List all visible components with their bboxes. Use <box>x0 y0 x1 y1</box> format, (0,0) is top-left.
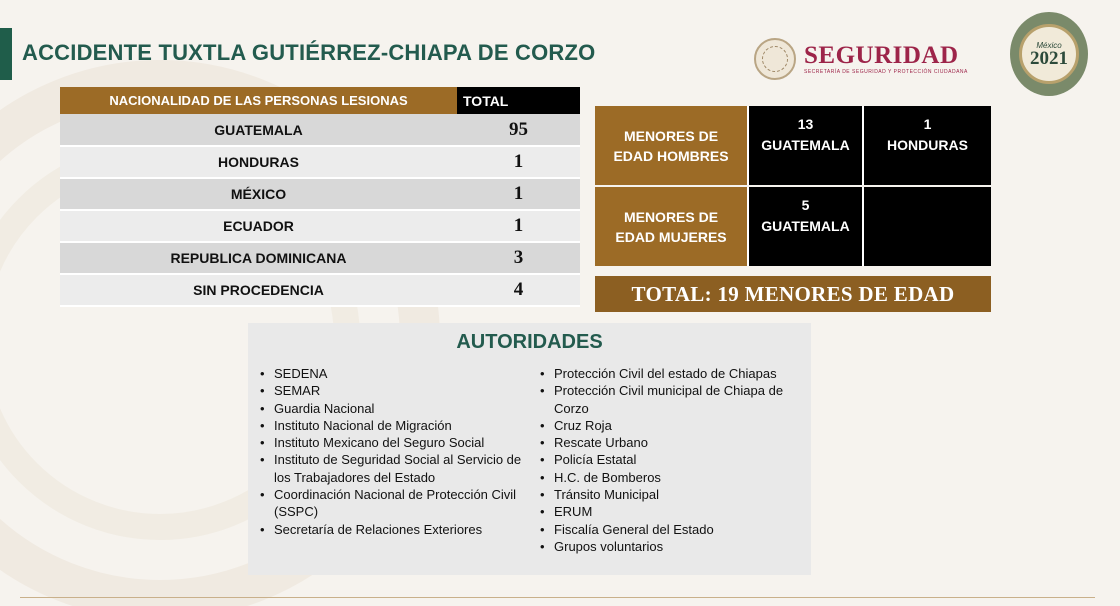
year-label: 2021 <box>1030 47 1068 69</box>
country-cell: ECUADOR <box>60 210 457 242</box>
total-cell: 1 <box>457 146 580 178</box>
list-item: • SEDENA <box>260 365 532 382</box>
minors-women-cell-guatemala <box>749 187 864 266</box>
total-cell: 1 <box>457 210 580 242</box>
list-item: • Guardia Nacional <box>260 400 532 417</box>
list-item: • Secretaría de Relaciones Exteriores <box>260 521 532 538</box>
title-accent-bar <box>0 28 12 80</box>
total-cell: 1 <box>457 178 580 210</box>
table-row <box>60 242 580 274</box>
list-item: • Tránsito Municipal <box>540 486 802 503</box>
list-item: • Rescate Urbano <box>540 434 802 451</box>
table-row <box>60 210 580 242</box>
count-value: 5 <box>801 197 810 213</box>
minors-men-cell-guatemala <box>749 106 864 185</box>
minors-men-row <box>595 106 991 185</box>
minors-women-cell-empty <box>864 187 991 266</box>
country-cell: MÉXICO <box>60 178 457 210</box>
footer-divider <box>20 597 1095 598</box>
minors-table <box>595 106 991 268</box>
table-row <box>60 146 580 178</box>
seguridad-subtitle: SECRETARÍA DE SEGURIDAD Y PROTECCIÓN CIUDADANA <box>804 69 968 75</box>
country-cell: SIN PROCEDENCIA <box>60 274 457 306</box>
total-cell: 3 <box>457 242 580 274</box>
nationality-table <box>60 87 580 307</box>
country-cell: HONDURAS <box>60 146 457 178</box>
list-item: • Instituto Nacional de Migración <box>260 417 532 434</box>
minors-men-label-line2: EDAD HOMBRES <box>613 147 729 164</box>
country-value: GUATEMALA <box>761 137 850 153</box>
list-item: • Protección Civil municipal de Chiapa de Corzo <box>540 382 802 417</box>
list-item: • Instituto Mexicano del Seguro Social <box>260 434 532 451</box>
list-item: • Coordinación Nacional de Protección Civil (SSPC) <box>260 486 532 521</box>
authorities-title: AUTORIDADES <box>456 331 603 353</box>
minors-men-label-line1: MENORES DE <box>623 127 719 144</box>
minors-total-banner: TOTAL: 19 MENORES DE EDAD <box>595 276 991 312</box>
table-row <box>60 274 580 306</box>
table-row <box>60 178 580 210</box>
minors-men-cell-honduras <box>864 106 991 185</box>
country-value: GUATEMALA <box>761 218 850 234</box>
page-title: ACCIDENTE TUXTLA GUTIÉRREZ-CHIAPA DE CORZO <box>22 40 596 65</box>
country-cell: GUATEMALA <box>60 114 457 146</box>
seguridad-logo <box>754 38 968 80</box>
minors-men-label <box>595 106 749 185</box>
list-item: • Protección Civil del estado de Chiapas <box>540 365 802 382</box>
minors-women-row <box>595 187 991 266</box>
minors-women-label <box>595 187 749 266</box>
total-cell: 4 <box>457 274 580 306</box>
table-row <box>60 114 580 146</box>
country-cell: REPUBLICA DOMINICANA <box>60 242 457 274</box>
count-value: 1 <box>923 116 932 132</box>
minors-women-label-line1: MENORES DE <box>623 208 719 225</box>
list-item: • H.C. de Bomberos <box>540 469 802 486</box>
list-item: • Grupos voluntarios <box>540 538 802 555</box>
total-cell: 95 <box>457 114 580 146</box>
nationality-header: NACIONALIDAD DE LAS PERSONAS LESIONAS <box>60 87 457 114</box>
minors-women-label-line2: EDAD MUJERES <box>615 228 727 245</box>
country-value: HONDURAS <box>887 137 968 153</box>
authorities-panel <box>248 323 811 575</box>
seguridad-wordmark: SEGURIDAD <box>804 42 959 69</box>
list-item: • Instituto de Seguridad Social al Servicio de los Trabajadores del Estado <box>260 451 532 486</box>
list-item: • SEMAR <box>260 382 532 399</box>
seal-icon <box>754 38 796 80</box>
list-item: • Policía Estatal <box>540 451 802 468</box>
count-value: 13 <box>797 116 814 132</box>
authorities-list-right <box>540 365 802 555</box>
total-header: TOTAL <box>457 87 580 114</box>
list-item: • ERUM <box>540 503 802 520</box>
authorities-list-left <box>260 365 532 538</box>
mexico-2021-logo <box>1010 12 1088 96</box>
mexico-label: México <box>1036 40 1062 50</box>
list-item: • Fiscalía General del Estado <box>540 521 802 538</box>
list-item: • Cruz Roja <box>540 417 802 434</box>
